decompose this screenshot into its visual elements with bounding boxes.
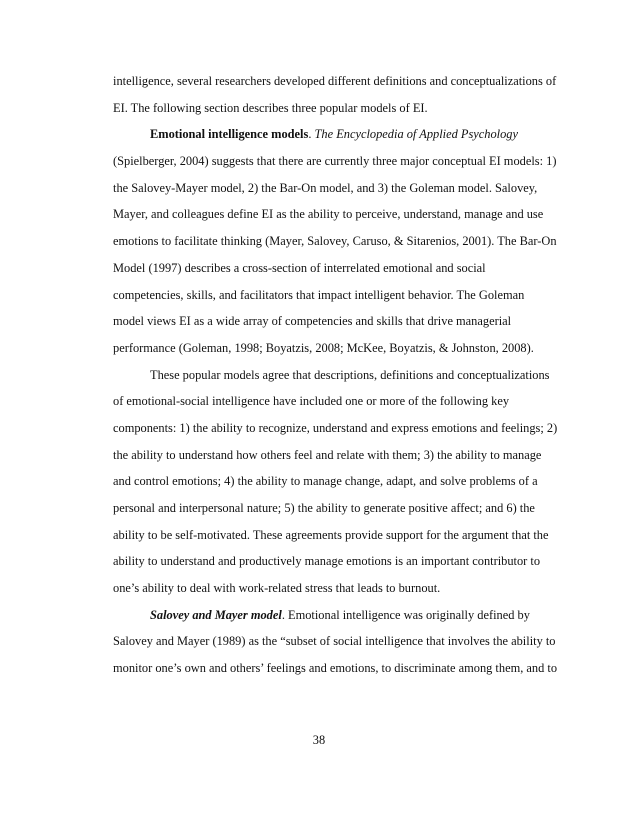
text-line: of emotional-social intelligence have included one or more of the following key [113,394,510,409]
text-line: Salovey and Mayer (1989) as the “subset of social intelligence that involves the ability to [113,634,556,649]
text-line: performance (Goleman, 1998; Boyatzis, 2008; McKee, Boyatzis, & Johnston, 2008). [113,340,534,355]
text-line: Model (1997) describes a cross-section of interrelated emotional and social [113,260,486,275]
page-number: 38 [312,733,326,747]
text-line: model views EI as a wide array of competencies and skills that drive managerial [113,314,512,329]
text-line: ability to understand and productively manage emotions is an important contributor to [113,554,541,569]
text-line: emotions to facilitate thinking (Mayer, Salovey, Caruso, & Sitarenios, 2001). The Bar-On [113,234,557,249]
heading-continuation: Emotional intelligence was originally defined by [288,607,530,622]
text-line: components: 1) the ability to recognize, understand and express emotions and feelings; 2) [113,420,558,435]
text-line: the Salovey-Mayer model, 2) the Bar-On model, and 3) the Goleman model. Salovey, [113,180,538,195]
text-line: one’s ability to deal with work-related stress that leads to burnout. [113,581,441,596]
text-line: EI. The following section describes three popular models of EI. [113,100,428,115]
subheading-line [113,121,565,148]
text-line: Mayer, and colleagues define EI as the ability to perceive, understand, manage and use [113,207,544,222]
text-line: competencies, skills, and facilitators that impact intelligent behavior. The Goleman [113,287,525,302]
text-line: personal and interpersonal nature; 5) the ability to generate positive affect; and 6) the [113,501,535,515]
text-line: intelligence, several researchers developed different definitions and conceptualizations of [113,74,557,88]
text-line: the ability to understand how others feel and relate with them; 3) the ability to manage [113,447,542,462]
text-line: and control emotions; 4) the ability to manage change, adapt, and solve problems of a [113,474,538,489]
heading-separator: . [281,607,289,622]
paragraph-first-line: These popular models agree that descriptions, definitions and conceptualizations [150,367,550,382]
subheading-line [113,602,565,629]
text-line: (Spielberger, 2004) suggests that there are currently three major conceptual EI models: 1) [113,154,557,169]
text-line: ability to be self-motivated. These agreements provide support for the argument that the [113,527,549,542]
heading-separator: . [308,127,315,142]
book-title: The Encyclopedia of Applied Psychology [314,127,519,142]
body-text [113,68,565,682]
text-line: monitor one’s own and others’ feelings and emotions, to discriminate among them, and to [113,661,558,676]
section-heading: Salovey and Mayer model [150,607,282,622]
section-heading: Emotional intelligence models [150,127,309,142]
